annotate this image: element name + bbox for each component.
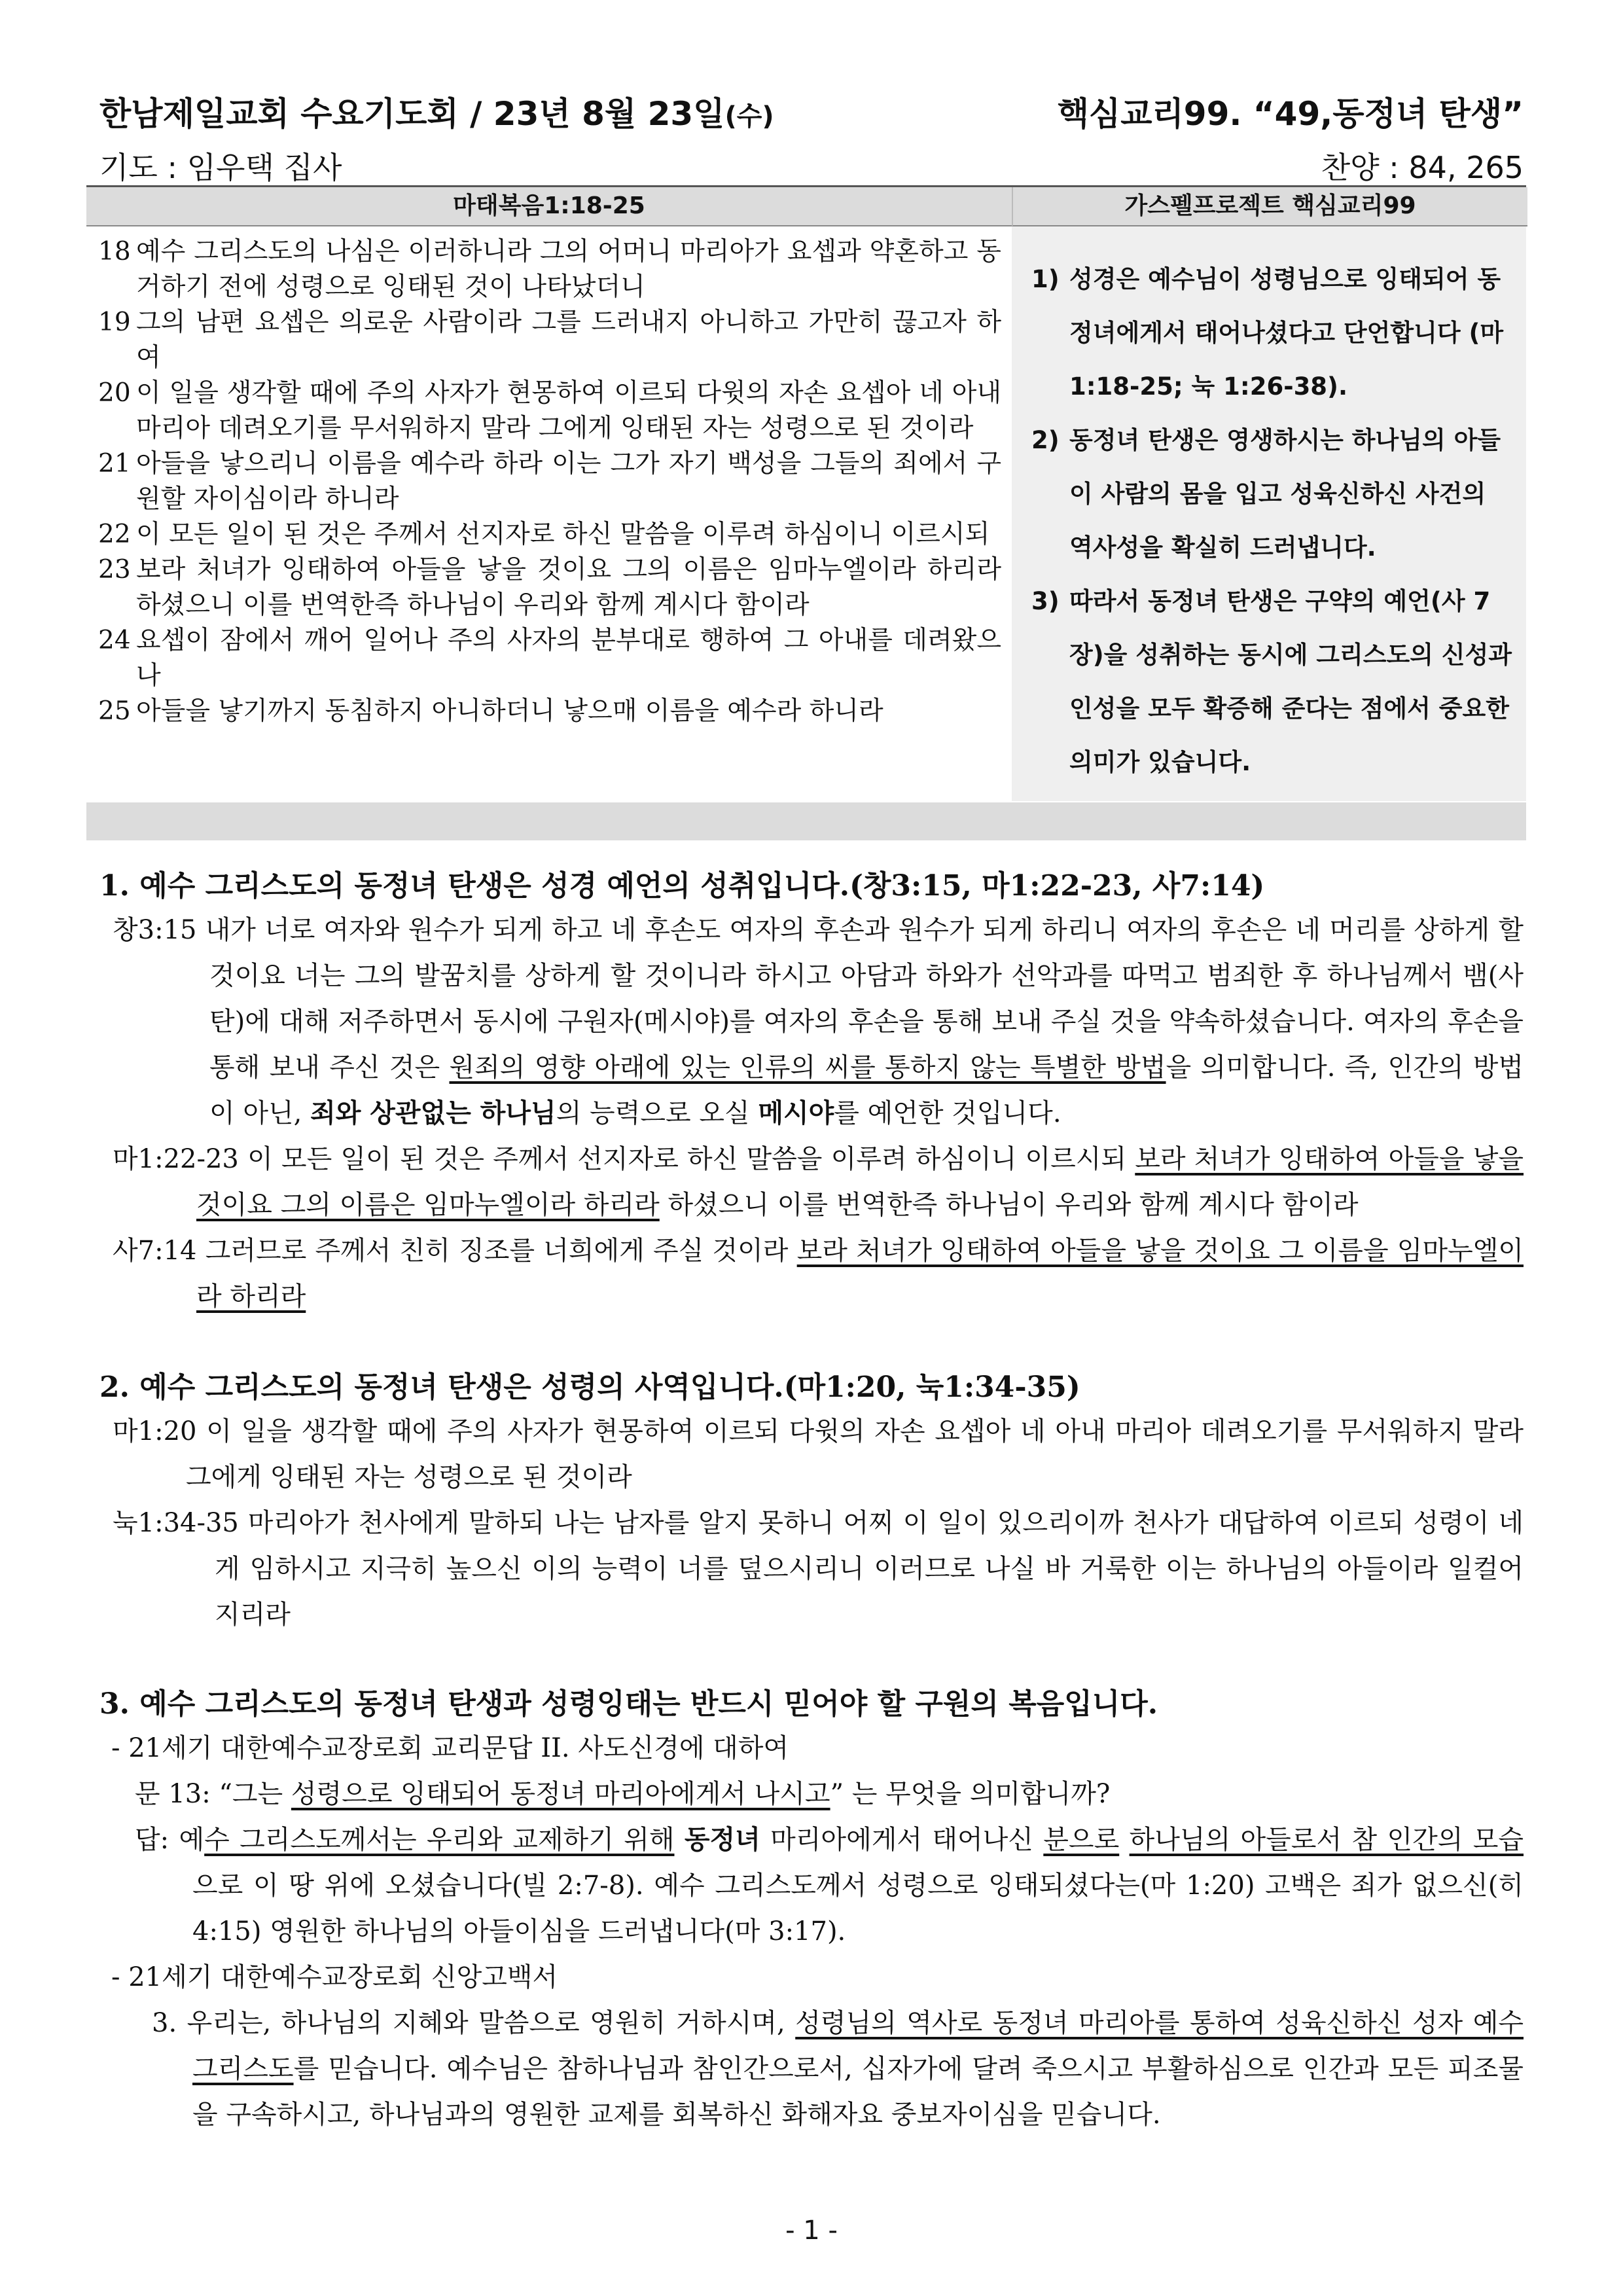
ref-tag: 창3:15 <box>113 915 197 945</box>
header-row-info <box>99 144 1524 187</box>
section-1-title: 1. 예수 그리스도의 동정녀 탄생은 성경 예언의 성취입니다.(창3:15, 마1:22-23, 사7:14) <box>99 869 1265 903</box>
ref-text: 의 능력으로 오실 <box>556 1098 750 1128</box>
article-text: 를 믿습니다. 예수님은 참하나님과 참인간으로서, 십자가에 달려 죽으시고 부활하심으로 인간과 모든 피조물을 구속하시고, 하나님과의 영원한 교제를 회복하신 화해자요 중보자이심을 믿습니다. <box>192 2054 1524 2130</box>
answer-underline: 수 그리스도께서는 우리와 교제하기 위해 <box>204 1825 675 1855</box>
ref-underline: 보라 처녀가 잉태하여 아들을 낳을 것이요 그의 이름은 임마누엘이라 하리라 <box>196 1144 1524 1220</box>
confession-article <box>152 2000 1524 2138</box>
hymn-numbers: 찬양 : 84, 265 <box>1321 150 1524 185</box>
verse-item <box>98 446 1001 517</box>
verse-number: 19 <box>98 308 131 337</box>
verse-item <box>98 623 1001 694</box>
verse-number: 25 <box>98 696 131 726</box>
reference-gen-3-15 <box>113 907 1524 1136</box>
section-3-title: 3. 예수 그리스도의 동정녀 탄생과 성령잉태는 반드시 믿어야 할 구원의 복음입니다. <box>99 1687 1158 1721</box>
verse-list <box>98 234 1001 729</box>
point-number: 3) <box>1031 587 1060 615</box>
ref-text: 하셨으니 이를 번역한즉 하나님이 우리와 함께 계시다 함이라 <box>668 1190 1359 1220</box>
confession-source: - 21세기 대한예수교장로회 신앙고백서 <box>111 1962 558 1992</box>
ref-tag: 마1:22-23 <box>113 1144 239 1174</box>
answer-underline: 분으로 <box>1043 1825 1120 1855</box>
church-title: 한남제일교회 수요기도회 / 23년 8월 23일(수) <box>99 95 774 133</box>
doctrine-header: 가스펠프로젝트 핵심교리99 <box>1012 187 1527 226</box>
verse-item <box>98 376 1001 446</box>
verse-text: 그의 남편 요셉은 의로운 사람이라 그를 드러내지 아니하고 가만히 끊고자 하여 <box>136 308 1001 372</box>
ref-underline: 원죄의 영향 아래에 있는 인류의 씨를 통하지 않는 특별한 방법 <box>449 1052 1166 1083</box>
verse-item <box>98 305 1001 376</box>
page-number: - 1 - <box>785 2215 838 2246</box>
verse-number: 24 <box>98 626 131 655</box>
answer-tag: 답: <box>135 1825 169 1855</box>
ref-text: 마리아가 천사에게 말하되 나는 남자를 알지 못하니 어찌 이 일이 있으리이까 천사가 대답하여 이르되 성령이 네게 임하시고 지극히 높으신 이의 능력이 너를 덮으시리니 이러므로 나실 바 거룩한 이는 하나님의 아들이라 일컬어지리라 <box>215 1508 1524 1630</box>
reference-isa-7-14 <box>113 1228 1524 1319</box>
doctrine-point <box>1031 575 1513 789</box>
point-text: 따라서 동정녀 탄생은 구약의 예언(사 7장)을 성취하는 동시에 그리스도의 신성과 인성을 모두 확증해 준다는 점에서 중요한 의미가 있습니다. <box>1069 587 1512 776</box>
verse-text: 이 모든 일이 된 것은 주께서 선지자로 하신 말씀을 이루려 하심이니 이르시되 <box>136 520 990 549</box>
verse-text: 이 일을 생각할 때에 주의 사자가 현몽하여 이르되 다윗의 자손 요셉아 네 아내 마리아 데려오기를 무서워하지 말라 그에게 잉태된 자는 성령으로 된 것이라 <box>136 378 1001 443</box>
question-tag: 문 13: <box>135 1779 211 1809</box>
verse-number: 22 <box>98 520 131 549</box>
article-text: 우리는, 하나님의 지혜와 말씀으로 영원히 거하시며, <box>187 2008 785 2038</box>
point-number: 1) <box>1031 265 1060 293</box>
verse-text: 요셉이 잠에서 깨어 일어나 주의 사자의 분부대로 행하여 그 아내를 데려왔으나 <box>136 626 1001 691</box>
ref-text: 그러므로 주께서 친히 징조를 너희에게 주실 것이라 <box>205 1236 789 1266</box>
article-underline: 성령님의 역사로 동정녀 마리아를 통하여 성육신하신 성자 예수 그리스도 <box>192 2008 1524 2084</box>
ref-tag: 마1:20 <box>113 1416 197 1446</box>
reference-luke-1-34 <box>113 1500 1524 1638</box>
answer-text: 마리아에게서 태어나신 <box>770 1825 1033 1855</box>
doctrine-points <box>1031 253 1513 789</box>
doctrine-point <box>1031 414 1513 575</box>
verse-number: 20 <box>98 378 131 408</box>
verse-item <box>98 552 1001 623</box>
ref-text: 이 모든 일이 된 것은 주께서 선지자로 하신 말씀을 이루려 하심이니 이르시되 <box>247 1144 1127 1174</box>
verse-number: 23 <box>98 555 131 584</box>
question-text: “그는 <box>219 1779 283 1809</box>
question-text: ” 는 무엇을 의미합니까? <box>830 1779 1111 1809</box>
day-label: (수) <box>724 101 774 132</box>
verse-number: 21 <box>98 449 131 478</box>
ref-text: 를 예언한 것입니다. <box>834 1098 1061 1128</box>
section-2 <box>99 1367 1524 1638</box>
answer-text: 예 <box>179 1825 205 1855</box>
verse-item <box>98 694 1001 729</box>
ref-text: 을 의미합니다. 즉, 인간의 방법이 아닌, <box>209 1052 1524 1128</box>
question-underline: 성령으로 잉태되어 동정녀 마리아에게서 나시고 <box>291 1779 830 1809</box>
section-1 <box>99 865 1524 1319</box>
point-number: 2) <box>1031 426 1060 454</box>
point-text: 동정녀 탄생은 영생하시는 하나님의 아들이 사람의 몸을 입고 성육신하신 사건의 역사성을 확실히 드러냅니다. <box>1069 426 1501 562</box>
table-footer-bar <box>86 802 1526 840</box>
doctrine-title: 핵심교리99. “49,동정녀 탄생” <box>1057 95 1524 133</box>
ref-bold: 죄와 상관없는 하나님 <box>310 1098 556 1128</box>
point-text: 성경은 예수님이 성령님으로 잉태되어 동정녀에게서 태어나셨다고 단언합니다 (마 1:18-25; 눅 1:26-38). <box>1069 265 1504 401</box>
header-row-title <box>99 84 1524 136</box>
ref-underline: 보라 처녀가 잉태하여 아들을 낳을 것이요 그 이름을 임마누엘이라 하리라 <box>196 1236 1524 1312</box>
doctrine-column <box>1012 226 1526 801</box>
catechism-source: - 21세기 대한예수교장로회 교리문답 II. 사도신경에 대하여 <box>111 1733 789 1763</box>
reference-mat-1-20 <box>113 1408 1524 1500</box>
answer-text: 으로 이 땅 위에 오셨습니다(빌 2:7-8). 예수 그리스도께서 성령으로 잉태되셨다는(마 1:20) 고백은 죄가 없으신(히 4:15) 영원한 하나님의 아들이심을 드러냅니다(마 3:17). <box>192 1871 1524 1946</box>
catechism-question <box>135 1771 1524 1817</box>
verse-text: 아들을 낳기까지 동침하지 아니하더니 낳으매 이름을 예수라 하니라 <box>136 696 883 726</box>
ref-bold: 메시야 <box>758 1098 834 1128</box>
verse-item <box>98 517 1001 552</box>
article-number: 3. <box>152 2008 177 2038</box>
doctrine-point <box>1031 253 1513 414</box>
verse-text: 아들을 낳으리니 이름을 예수라 하라 이는 그가 자기 백성을 그들의 죄에서 구원할 자이심이라 하니라 <box>136 449 1001 514</box>
ref-text: 이 일을 생각할 때에 주의 사자가 현몽하여 이르되 다윗의 자손 요셉아 네 아내 마리아 데려오기를 무서워하지 말라 그에게 잉태된 자는 성령으로 된 것이라 <box>186 1416 1524 1492</box>
verse-item <box>98 234 1001 305</box>
catechism-answer <box>135 1817 1524 1954</box>
verse-number: 18 <box>98 237 131 266</box>
ref-tag: 사7:14 <box>113 1236 197 1266</box>
verse-text: 예수 그리스도의 나심은 이러하니라 그의 어머니 마리아가 요셉과 약혼하고 동거하기 전에 성령으로 잉태된 것이 나타났더니 <box>136 237 1001 302</box>
answer-underline: 하나님의 아들로서 참 인간의 모습 <box>1129 1825 1524 1855</box>
section-3 <box>99 1683 1524 2138</box>
reference-mat-1-22 <box>113 1136 1524 1228</box>
ref-text: 내가 너로 여자와 원수가 되게 하고 네 후손도 여자의 후손과 원수가 되게 하리니 여자의 후손은 네 머리를 상하게 할 것이요 너는 그의 발꿈치를 상하게 할 것이니라 하시고 아담과 하와가 선악과를 따먹고 범죄한 후 하나님께서 뱀(사탄)에 대해 저주하면서 동시에 구원자(메시야)를 여자의 후손을 통해 보내 주실 것을 약속하셨습니다. 여자의 후손을 통해 보내 주신 것은 <box>205 915 1524 1083</box>
answer-bold: 동정녀 <box>684 1824 760 1855</box>
verse-text: 보라 처녀가 잉태하여 아들을 낳을 것이요 그의 이름은 임마누엘이라 하리라 하셨으니 이를 번역한즉 하나님이 우리와 함께 계시다 함이라 <box>136 555 1001 620</box>
prayer-leader: 기도 : 임우택 집사 <box>99 150 342 185</box>
section-2-title: 2. 예수 그리스도의 동정녀 탄생은 성령의 사역입니다.(마1:20, 눅1:34-35) <box>99 1371 1080 1404</box>
scripture-column <box>86 226 1012 801</box>
scripture-table <box>86 185 1526 865</box>
ref-tag: 눅1:34-35 <box>113 1508 239 1538</box>
scripture-header: 마태복음1:18-25 <box>86 187 1012 226</box>
